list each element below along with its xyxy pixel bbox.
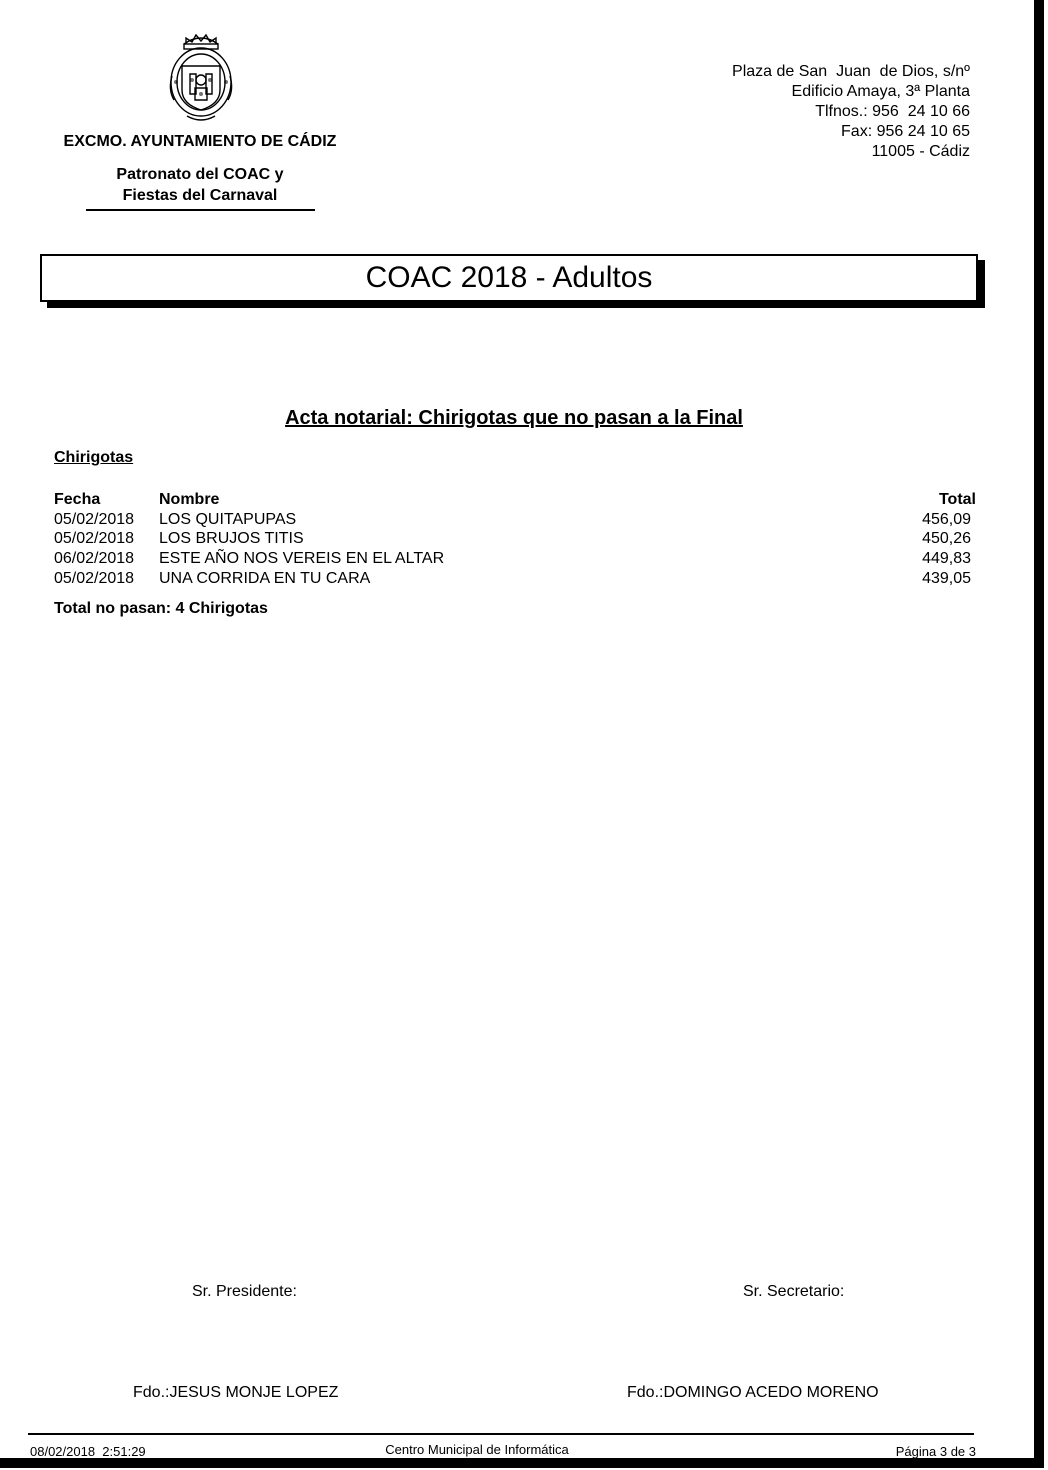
column-header-name: Nombre <box>159 491 220 508</box>
table-row <box>54 529 976 549</box>
address-line: Fax: 956 24 10 65 <box>841 123 970 140</box>
footer-page-number: Página 3 de 3 <box>895 1444 976 1459</box>
row-name: ESTE AÑO NOS VEREIS EN EL ALTAR <box>159 550 445 568</box>
president-signature-name: Fdo.:JESUS MONJE LOPEZ <box>133 1384 339 1401</box>
footer-timestamp: 08/02/2018 2:51:29 <box>30 1444 146 1459</box>
row-date: 05/02/2018 <box>54 510 135 528</box>
address-block <box>732 62 970 162</box>
section-title: Acta notarial: Chirigotas que no pasan a la Final <box>285 407 743 429</box>
row-name: UNA CORRIDA EN TU CARA <box>159 569 371 587</box>
org-divider <box>86 209 315 211</box>
results-table <box>54 490 976 588</box>
table-row <box>54 549 976 569</box>
org-name: EXCMO. AYUNTAMIENTO DE CÁDIZ <box>63 133 337 150</box>
column-header-total: Total <box>938 491 976 508</box>
table-row <box>54 569 976 589</box>
total-summary: Total no pasan: 4 Chirigotas <box>54 600 268 617</box>
document-title-box <box>40 254 978 302</box>
row-total: 449,83 <box>922 550 971 568</box>
row-total: 450,26 <box>922 530 971 548</box>
table-row <box>54 510 976 530</box>
category-heading: Chirigotas <box>54 449 134 466</box>
row-total: 439,05 <box>922 569 971 587</box>
row-date: 06/02/2018 <box>54 550 135 568</box>
org-subtitle-line2: Fiestas del Carnaval <box>122 187 278 204</box>
row-name: LOS BRUJOS TITIS <box>159 530 304 548</box>
address-line: Plaza de San Juan de Dios, s/nº <box>732 63 970 80</box>
footer-divider <box>28 1433 974 1435</box>
address-line: Edificio Amaya, 3ª Planta <box>791 83 970 100</box>
row-date: 05/02/2018 <box>54 530 135 548</box>
address-line: Tlfnos.: 956 24 10 66 <box>815 103 970 120</box>
table-header-row <box>54 490 976 510</box>
org-subtitle-line1: Patronato del COAC y <box>116 166 284 183</box>
address-line: 11005 - Cádiz <box>871 143 970 160</box>
document-title: COAC 2018 - Adultos <box>365 261 653 294</box>
city-crest-icon <box>162 30 240 126</box>
secretary-label: Sr. Secretario: <box>743 1283 845 1300</box>
row-total: 456,09 <box>922 510 971 528</box>
president-label: Sr. Presidente: <box>192 1283 297 1300</box>
secretary-signature-name: Fdo.:DOMINGO ACEDO MORENO <box>627 1384 879 1401</box>
org-subtitle <box>85 164 315 206</box>
row-date: 05/02/2018 <box>54 569 135 587</box>
column-header-date: Fecha <box>54 491 101 508</box>
footer-center-text: Centro Municipal de Informática <box>385 1442 569 1457</box>
row-name: LOS QUITAPUPAS <box>159 510 297 528</box>
